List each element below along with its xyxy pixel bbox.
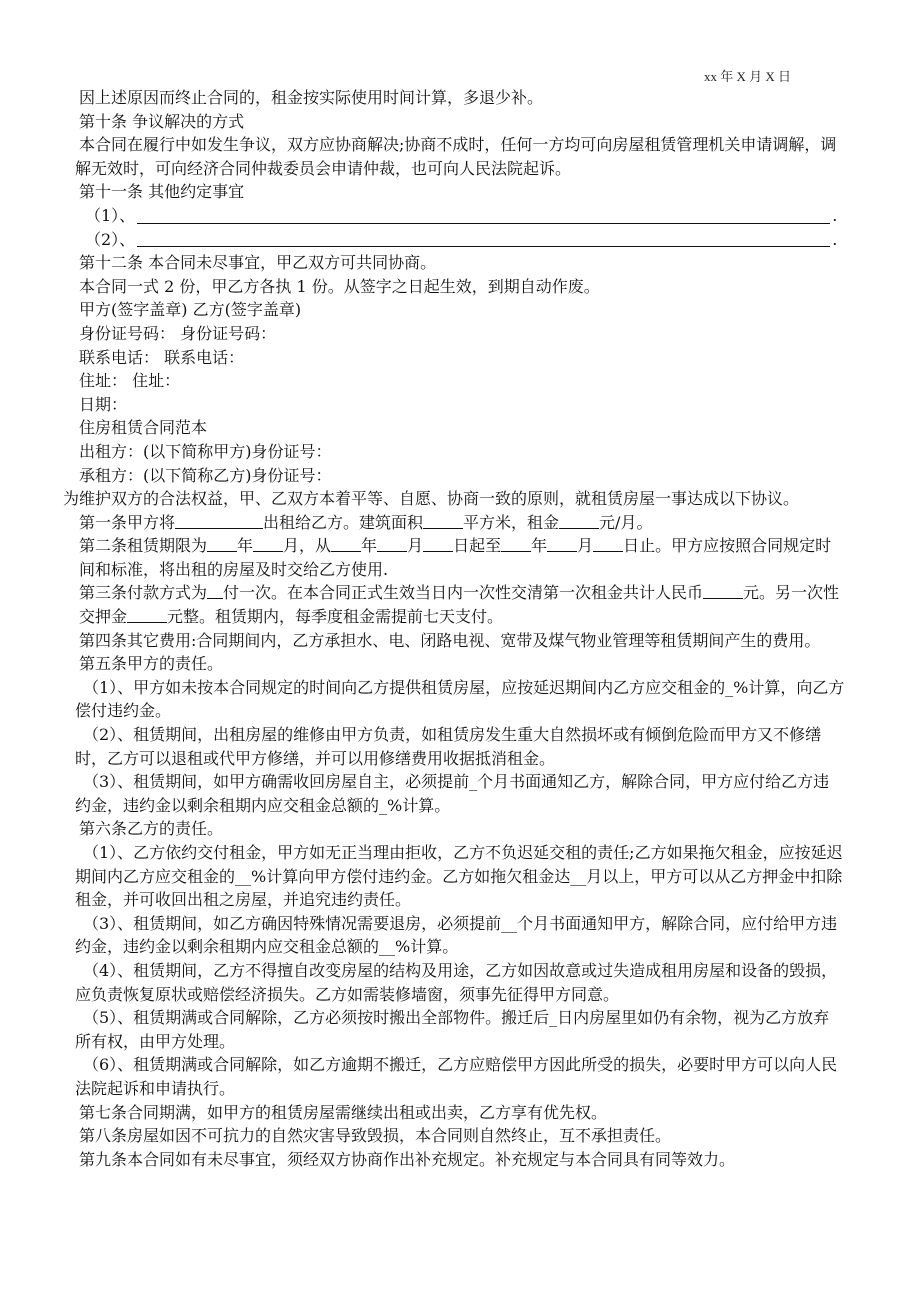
clause: （1）、乙方依约交付租金，甲方如无正当理由拒收，乙方不负迟延交租的责任;乙方如果拖欠租金，应按延迟期间内乙方应交租金的__%计算向甲方偿付违约金。乙方如拖欠租金达__月以上，甲方可以从乙方押金中扣除租金，并可收回出租之房屋，并追究违约责任。 — [75, 843, 843, 910]
text: 出租给乙方。建筑面积 — [263, 512, 424, 532]
fill-in-blank — [377, 537, 407, 552]
clause: （5）、租赁期满或合同解除，乙方必须按时搬出全部物件。搬迁后_日内房屋里如仍有余物，视为乙方放弃所有权，由甲方处理。 — [75, 1008, 830, 1051]
fill-in-blank — [207, 537, 237, 552]
clause: （3）、租赁期间，如乙方确因特殊情况需要退房，必须提前__个月书面通知甲方，解除合同，应付给甲方违约金，违约金以剩余租期内应交租金总额的__%计算。 — [75, 913, 838, 957]
fill-in-blank — [137, 208, 830, 224]
paragraph: 因上述原因而终止合同的，租金按实际使用时间计算，多退少补。 — [79, 88, 544, 107]
document-title: 住房租赁合同范本 — [79, 418, 208, 438]
paragraph: 本合同一式 2 份，甲乙方各执 1 份。从签字之日起生效，到期自动作废。 — [79, 276, 600, 296]
fill-in-blank — [175, 514, 263, 529]
id-number-line: 身份证号码： 身份证号码： — [79, 323, 277, 343]
preamble: 为维护双方的合法权益，甲、乙双方本着平等、自愿、协商一致的原则，就租赁房屋一事达成以下协议。 — [63, 489, 800, 509]
article-2 — [75, 534, 845, 581]
signature-line: 甲方(签字盖章) 乙方(签字盖章) — [79, 300, 302, 320]
blank-end: . — [832, 229, 838, 249]
blank-label: （1）、 — [85, 205, 136, 225]
text: 月 — [577, 536, 594, 556]
text: 第一条甲方将 — [79, 512, 176, 532]
fill-in-blank — [547, 537, 577, 552]
fill-in-blank — [423, 514, 463, 529]
contract-document — [63, 86, 845, 1171]
fill-in-blank — [559, 514, 599, 529]
article-heading: 第十二条 本合同未尽事宜，甲乙双方可共同协商。 — [79, 253, 437, 273]
text: 日起至 — [453, 536, 502, 556]
paragraph: 本合同在履行中如发生争议，双方应协商解决;协商不成时，任何一方均可向房屋租赁管理机关申请调解，调解无效时，可向经济合同仲裁委员会申请仲裁，也可向人民法院起诉。 — [75, 135, 837, 178]
article-8: 第八条房屋如因不可抗力的自然灾害导致毁损，本合同则自然终止，互不承担责任。 — [79, 1126, 672, 1146]
text: 付一次。在本合同正式生效当日内一次性交清第一次租金共计人民币 — [223, 583, 704, 603]
phone-line: 联系电话： 联系电话： — [79, 347, 245, 367]
article-3 — [75, 581, 845, 628]
text: 年 — [361, 536, 378, 556]
header-date: xx 年 X 月 X 日 — [704, 69, 792, 84]
text: 第三条付款方式为 — [79, 583, 208, 603]
clause: （6）、租赁期满或合同解除，如乙方逾期不搬迁，乙方应赔偿甲方因此所受的损失，必要时甲方可以向人民法院起诉和申请执行。 — [75, 1055, 838, 1098]
text: 平方米，租金 — [463, 512, 560, 532]
text: 元整。租赁期内，每季度租金需提前七天支付。 — [167, 607, 504, 627]
text: 第二条租赁期限为 — [79, 536, 208, 556]
text: 元。另一次性交押金 — [79, 583, 840, 627]
article-heading: 第十一条 其他约定事宜 — [79, 182, 245, 202]
article-heading: 第十条 争议解决的方式 — [79, 111, 245, 131]
fill-in-blank — [703, 584, 743, 599]
fill-in-blank — [127, 608, 167, 623]
text: 日止。甲方应按照合同规定时间和标准，将出租的房屋及时交给乙方使用. — [79, 536, 832, 579]
text: 年 — [237, 536, 254, 556]
text: 月 — [407, 536, 424, 556]
fill-in-blank — [207, 584, 223, 599]
fill-in-blank — [253, 537, 283, 552]
blank-label: （2）、 — [85, 229, 136, 249]
text: 年 — [531, 536, 548, 556]
lessor-line: 出租方：(以下简称甲方)身份证号： — [79, 441, 332, 461]
article-5-heading: 第五条甲方的责任。 — [79, 654, 224, 674]
fill-in-blank — [331, 537, 361, 552]
blank-line-1 — [75, 204, 845, 228]
article-1 — [75, 511, 845, 535]
clause: （3）、租赁期间，如甲方确需收回房屋自主，必须提前_个月书面通知乙方，解除合同，甲方应付给乙方违约金，违约金以剩余租期内应交租金总额的_%计算。 — [75, 772, 830, 815]
date-line: 日期： — [79, 394, 128, 414]
blank-line-2 — [75, 228, 845, 252]
article-7: 第七条合同期满，如甲方的租赁房屋需继续出租或出卖，乙方享有优先权。 — [79, 1102, 608, 1122]
article-9: 第九条本合同如有未尽事宜，须经双方协商作出补充规定。补充规定与本合同具有同等效力。 — [79, 1149, 736, 1169]
clause: （1）、甲方如未按本合同规定的时间向乙方提供租赁房屋，应按延迟期间内乙方应交租金的_%计算，向乙方偿付违约金。 — [75, 677, 845, 721]
text: 元/月。 — [599, 512, 653, 532]
fill-in-blank — [423, 537, 453, 552]
article-4: 第四条其它费用:合同期间内，乙方承担水、电、闭路电视、宽带及煤气物业管理等租赁期间产生的费用。 — [79, 630, 821, 650]
address-line: 住址： 住址： — [79, 371, 181, 391]
article-6-heading: 第六条乙方的责任。 — [79, 819, 224, 839]
fill-in-blank — [593, 537, 623, 552]
clause: （4）、租赁期间，乙方不得擅自改变房屋的结构及用途，乙方如因故意或过失造成租用房屋和设备的毁损，应负责恢复原状或赔偿经济损失。乙方如需装修墙窗，须事先征得甲方同意。 — [75, 960, 838, 1004]
lessee-line: 承租方：(以下简称乙方)身份证号： — [79, 465, 332, 485]
text: 月，从 — [283, 536, 332, 556]
fill-in-blank — [501, 537, 531, 552]
blank-end: . — [832, 205, 838, 225]
fill-in-blank — [137, 231, 830, 247]
clause: （2）、租赁期间，出租房屋的维修由甲方负责，如租赁房发生重大自然损坏或有倾倒危险而甲方又不修缮时，乙方可以退租或代甲方修缮，并可以用修缮费用收据抵消租金。 — [75, 725, 822, 768]
